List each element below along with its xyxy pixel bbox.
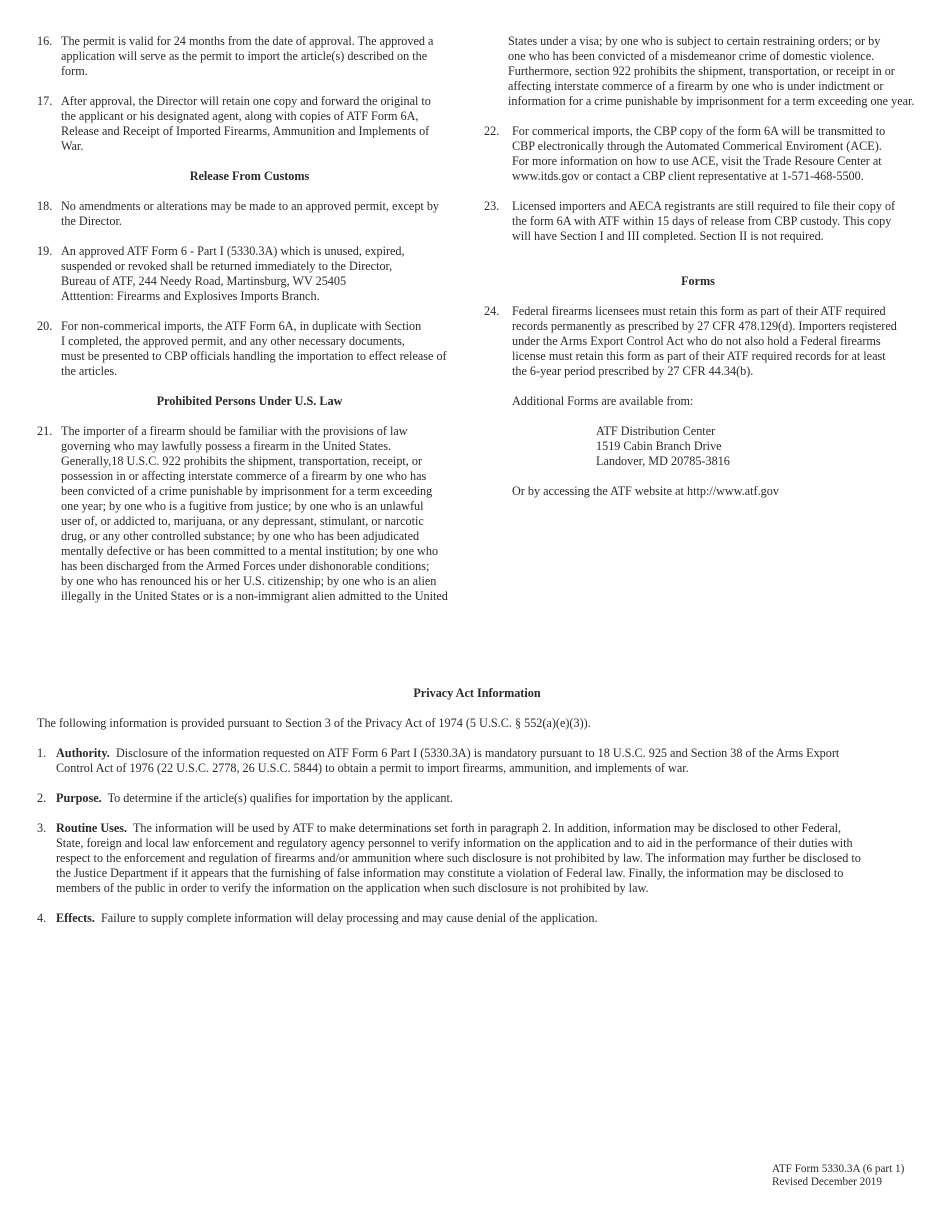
text-line: application will serve as the permit to import the article(s) described on the (61, 49, 428, 63)
text-line: the applicant or his designated agent, along with copies of ATF Form 6A, (61, 109, 419, 123)
item-number: 2. (37, 791, 47, 805)
text-line: The importer of a firearm should be familiar with the provisions of law (61, 424, 408, 438)
text-line: War. (61, 139, 84, 153)
text-line: Release and Receipt of Imported Firearms, Ammunition and Implements of (61, 124, 430, 138)
right-column (484, 34, 915, 514)
text-line: Federal firearms licensees must retain this form as part of their ATF required (512, 304, 886, 318)
text-line: Control Act of 1976 (22 U.S.C. 2778, 26 U.S.C. 5844) to obtain a permit to import firearms, ammunition, and implements of war. (56, 761, 689, 775)
item-number: 3. (37, 821, 47, 835)
item-title: Authority. (56, 746, 110, 760)
item-title: Purpose. (56, 791, 102, 805)
item-title: Routine Uses. (56, 821, 128, 835)
text-line: drug, or any other controlled substance; by one who has been adjudicated (61, 529, 420, 543)
privacy-act-section (37, 686, 917, 941)
text-line: To determine if the article(s) qualifies for importation by the applicant. (107, 791, 453, 805)
text-line: the Justice Department if it appears that the furnishing of false information may constitute a violation of Federal law. Finally, the information may be disclosed to (56, 866, 844, 880)
form-footer (772, 1163, 904, 1189)
text-line: the articles. (61, 364, 118, 378)
text-line: respect to the enforcement and regulation of firearms and/or ammunition where such disclosure is not prohibited by law. The information may further be disclosed to (56, 851, 861, 865)
text-line: the Director. (61, 214, 122, 228)
privacy-item-effects (37, 911, 917, 926)
text-line: possession in or affecting interstate commerce of a firearm by one who has (61, 469, 427, 483)
instruction-20 (37, 319, 462, 379)
item-number: 18. (37, 199, 53, 213)
text-line: the form 6A with ATF within 15 days of release from CBP custody. This copy (512, 214, 892, 228)
text-line: For commerical imports, the CBP copy of the form 6A will be transmitted to (512, 124, 886, 138)
item-number: 19. (37, 244, 53, 258)
text-line: under the Arms Export Control Act who do not also hold a Federal firearms (512, 334, 881, 348)
text-line: records permanently as prescribed by 27 CFR 478.129(d). Importers reqistered (512, 319, 897, 333)
text-line: license must retain this form as part of their ATF required records for at least (512, 349, 886, 363)
instruction-18 (37, 199, 462, 229)
instruction-19 (37, 244, 462, 304)
instruction-24 (484, 304, 912, 379)
instruction-21-continuation (484, 34, 915, 109)
text-line: affecting interstate commerce of a firearm by one who is under indictment or (508, 79, 884, 93)
text-line: Atttention: Firearms and Explosives Imports Branch. (61, 289, 320, 303)
section-heading-prohibited-persons: Prohibited Persons Under U.S. Law (156, 394, 343, 408)
instruction-22 (484, 124, 912, 184)
text-line: States under a visa; by one who is subject to certain restraining orders; or by (508, 34, 881, 48)
item-number: 16. (37, 34, 53, 48)
item-number: 17. (37, 94, 53, 108)
text-line: user of, or addicted to, marijuana, or any depressant, stimulant, or narcotic (61, 514, 424, 528)
text-line: suspended or revoked shall be returned immediately to the Director, (61, 259, 393, 273)
text-line: has been discharged from the Armed Forces under dishonorable conditions; (61, 559, 430, 573)
address-line: 1519 Cabin Branch Drive (596, 439, 722, 453)
text-line: members of the public in order to verify the information on the application when such disclosure is not prohibited by law. (56, 881, 649, 895)
additional-forms-note: Additional Forms are available from: (512, 394, 694, 408)
text-line: governing who may lawfully possess a firearm in the United States. (61, 439, 392, 453)
item-number: 4. (37, 911, 47, 925)
privacy-item-routine-uses (37, 821, 917, 896)
privacy-lead-text: The following information is provided pursuant to Section 3 of the Privacy Act of 1974 (5 U.S.C. § 552(a)(e)(3)). (37, 716, 591, 730)
text-line: The information will be used by ATF to make determinations set forth in paragraph 2. In addition, information may be disclosed to other Federal, (132, 821, 842, 835)
section-heading-release-from-customs: Release From Customs (189, 169, 310, 183)
text-line: will have Section I and III completed. Section II is not required. (512, 229, 824, 243)
text-line: After approval, the Director will retain one copy and forward the original to (61, 94, 431, 108)
text-line: Bureau of ATF, 244 Needy Road, Martinsburg, WV 25405 (61, 274, 347, 288)
text-line: one who has been convicted of a misdemeanor crime of domestic violence. (508, 49, 875, 63)
text-line: Generally,18 U.S.C. 922 prohibits the shipment, transportation, receipt, or (61, 454, 423, 468)
left-column (37, 34, 462, 619)
address-line: ATF Distribution Center (596, 424, 716, 438)
text-line: illegally in the United States or is a non-immigrant alien admitted to the United (61, 589, 448, 603)
item-number: 22. (484, 124, 500, 138)
distribution-center-address (484, 424, 912, 469)
instruction-23 (484, 199, 912, 244)
instruction-21 (37, 424, 462, 604)
text-line: For non-commerical imports, the ATF Form 6A, in duplicate with Section (61, 319, 422, 333)
text-line: No amendments or alterations may be made to an approved permit, except by (61, 199, 440, 213)
item-title: Effects. (56, 911, 95, 925)
text-line: must be presented to CBP officials handling the importation to effect release of (61, 349, 447, 363)
text-line: Disclosure of the information requested on ATF Form 6 Part I (5330.3A) is mandatory pursuant to 18 U.S.C. 925 and Section 38 of the Arms Export (115, 746, 840, 760)
instruction-17 (37, 94, 462, 154)
item-number: 24. (484, 304, 500, 318)
text-line: information for a crime punishable by imprisonment for a term exceeding one year. (508, 94, 915, 108)
text-line: An approved ATF Form 6 - Part I (5330.3A) which is unused, expired, (61, 244, 405, 258)
text-line: CBP electronically through the Automated Commerical Enviroment (ACE). (512, 139, 882, 153)
item-number: 21. (37, 424, 53, 438)
text-line: the 6-year period prescribed by 27 CFR 44.34(b). (512, 364, 754, 378)
text-line: form. (61, 64, 88, 78)
section-heading-privacy-act: Privacy Act Information (413, 686, 541, 700)
text-line: State, foreign and local law enforcement and regulatory agency personnel to verify information on the application and to aid in the performance of their duties with (56, 836, 853, 850)
text-line: Licensed importers and AECA registrants are still required to file their copy of (512, 199, 896, 213)
address-line: Landover, MD 20785-3816 (596, 454, 730, 468)
text-line: mentally defective or has been committed to a mental institution; by one who (61, 544, 439, 558)
text-line: Furthermore, section 922 prohibits the shipment, transportation, or receipt in or (508, 64, 895, 78)
item-number: 1. (37, 746, 47, 760)
text-line: by one who has renounced his or her U.S. citizenship; by one who is an alien (61, 574, 437, 588)
text-line: I completed, the approved permit, and any other necessary documents, (61, 334, 405, 348)
item-number: 20. (37, 319, 53, 333)
item-number: 23. (484, 199, 500, 213)
privacy-item-purpose (37, 791, 917, 806)
text-line: one year; by one who is a fugitive from justice; by one who is an unlawful (61, 499, 424, 513)
text-line: www.itds.gov or contact a CBP client representative at 1-571-468-5500. (512, 169, 864, 183)
text-line: The permit is valid for 24 months from the date of approval. The approved a (61, 34, 434, 48)
revision-date: Revised December 2019 (772, 1176, 882, 1188)
text-line: For more information on how to use ACE, visit the Trade Resoure Center at (512, 154, 882, 168)
form-number: ATF Form 5330.3A (6 part 1) (772, 1163, 905, 1175)
text-line: Failure to supply complete information will delay processing and may cause denial of the application. (101, 911, 598, 925)
website-note: Or by accessing the ATF website at http://www.atf.gov (512, 484, 779, 498)
text-line: been convicted of a crime punishable by imprisonment for a term exceeding (61, 484, 433, 498)
instruction-16 (37, 34, 462, 79)
section-heading-forms: Forms (681, 274, 715, 288)
privacy-item-authority (37, 746, 917, 776)
